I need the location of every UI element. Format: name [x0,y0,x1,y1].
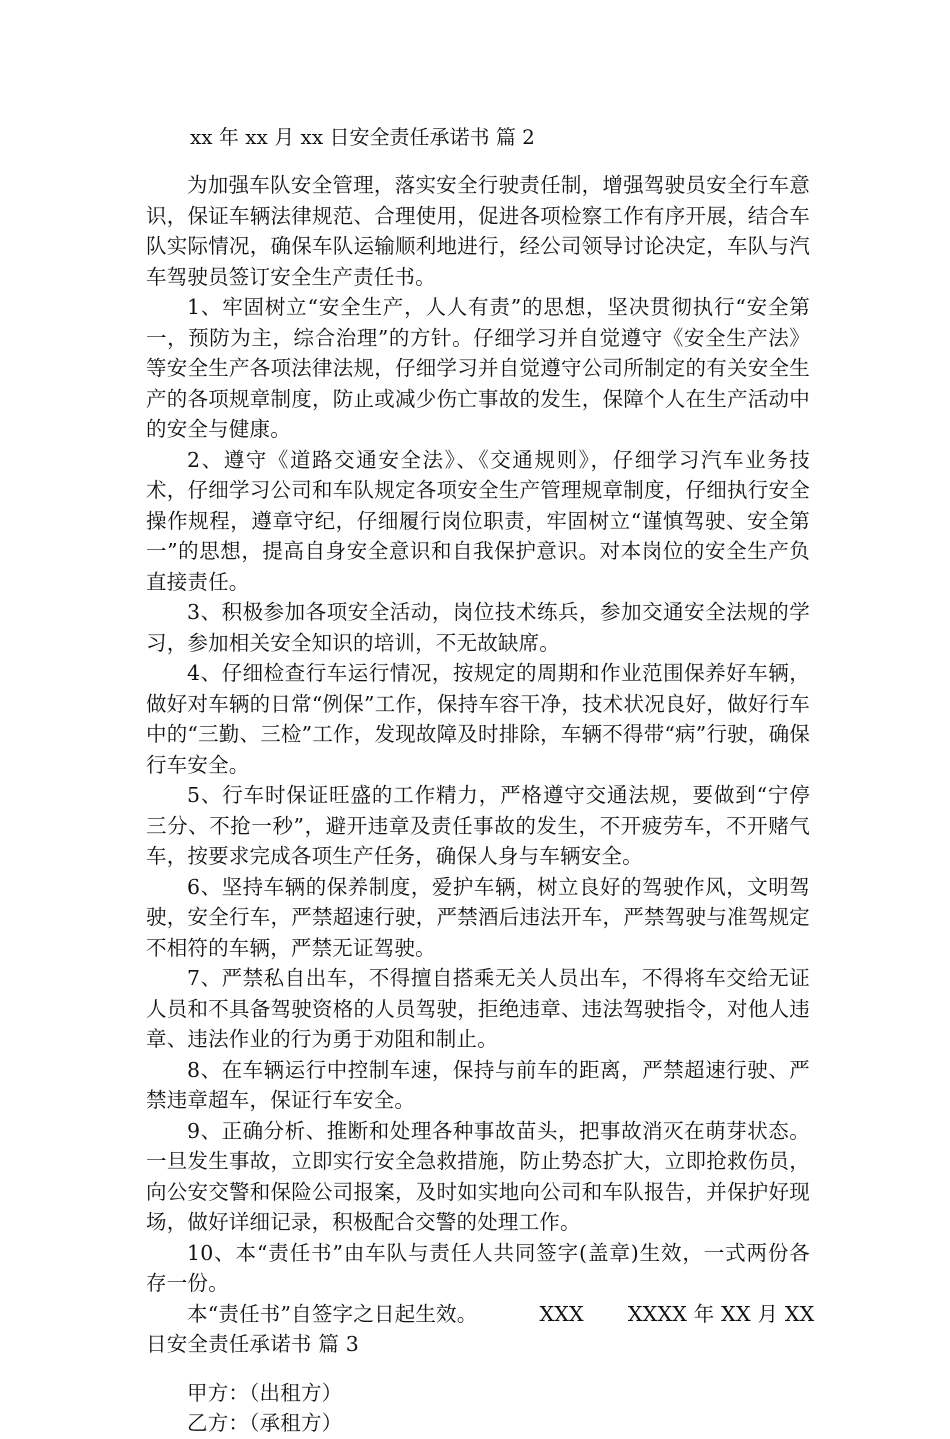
document-title: xx 年 xx 月 xx 日安全责任承诺书 篇 2 [190,125,535,149]
next-document-title: 日安全责任承诺书 篇 3 [146,1332,359,1356]
clause-8: 8、在车辆运行中控制车速，保持与前车的距离，严禁超速行驶、严禁违章超车，保证行车安全。 [146,1057,810,1112]
intro-paragraph: 为加强车队安全管理，落实安全行驶责任制，增强驾驶员安全行车意识，保证车辆法律规范、合理使用，促进各项检察工作有序开展，结合车队实际情况，确保车队运输顺利地进行，经公司领导讨论决定，车队与汽车驾驶员签订安全生产责任书。 [146,173,810,289]
party-a: 甲方：（出租方） [187,1380,343,1405]
effective-statement: 本“责任书”自签字之日起生效。 [187,1301,478,1326]
party-b: 乙方：（承租方） [187,1411,343,1435]
clause-6: 6、坚持车辆的保养制度，爱护车辆，树立良好的驾驶作风，文明驾驶，安全行车，严禁超速行驶，严禁酒后违法开车，严禁驾驶与准驾规定不相符的车辆，严禁无证驾驶。 [146,874,810,960]
clause-4: 4、仔细检查行车运行情况，按规定的周期和作业范围保养好车辆，做好对车辆的日常“例保”工作，保持车容干净，技术状况良好，做好行车中的“三勤、三检”工作，发现故障及时排除，车辆不得带“病”行驶，确保行车安全。 [146,661,810,777]
clause-10: 10、本“责任书”由车队与责任人共同签字(盖章)生效，一式两份各存一份。 [146,1240,810,1295]
clause-2: 2、遵守《道路交通安全法》、《交通规则》，仔细学习汽车业务技术，仔细学习公司和车队规定各项安全生产管理规章制度，仔细执行安全操作规程，遵章守纪，仔细履行岗位职责，牢固树立“谨慎驾驶、安全第一”的思想，提高自身安全意识和自我保护意识。对本岗位的安全生产负直接责任。 [146,447,810,594]
sign-date: XXXX 年 XX 月 XX [627,1301,815,1326]
clause-9: 9、正确分析、推断和处理各种事故苗头，把事故消灭在萌芽状态。一旦发生事故，立即实行安全急救措施，防止势态扩大，立即抢救伤员，向公安交警和保险公司报案，及时如实地向公司和车队报告，并保护好现场，做好详细记录，积极配合交警的处理工作。 [146,1118,810,1234]
parties-block [146,1378,810,1439]
clause-1: 1、牢固树立“安全生产，人人有责”的思想，坚决贯彻执行“安全第一，预防为主，综合治理”的方针。仔细学习并自觉遵守《安全生产法》等安全生产各项法律法规，仔细学习并自觉遵守公司所制定的有关安全生产的各项规章制度，防止或减少伤亡事故的发生，保障个人在生产活动中的安全与健康。 [146,295,810,441]
clause-7: 7、严禁私自出车，不得擅自搭乘无关人员出车，不得将车交给无证人员和不具备驾驶资格的人员驾驶，拒绝违章、违法驾驶指令，对他人违章、违法作业的行为勇于劝阻和制止。 [146,966,810,1051]
closing-line [146,1299,815,1330]
document-body [146,170,815,1439]
clause-5: 5、行车时保证旺盛的工作精力，严格遵守交通法规，要做到“宁停三分、不抢一秒”，避开违章及责任事故的发生，不开疲劳车，不开赌气车，按要求完成各项生产任务，确保人身与车辆安全。 [146,783,810,868]
signer-name: XXX [539,1301,584,1326]
clause-3: 3、积极参加各项安全活动，岗位技术练兵，参加交通安全法规的学习，参加相关安全知识的培训，不无故缺席。 [146,600,810,655]
